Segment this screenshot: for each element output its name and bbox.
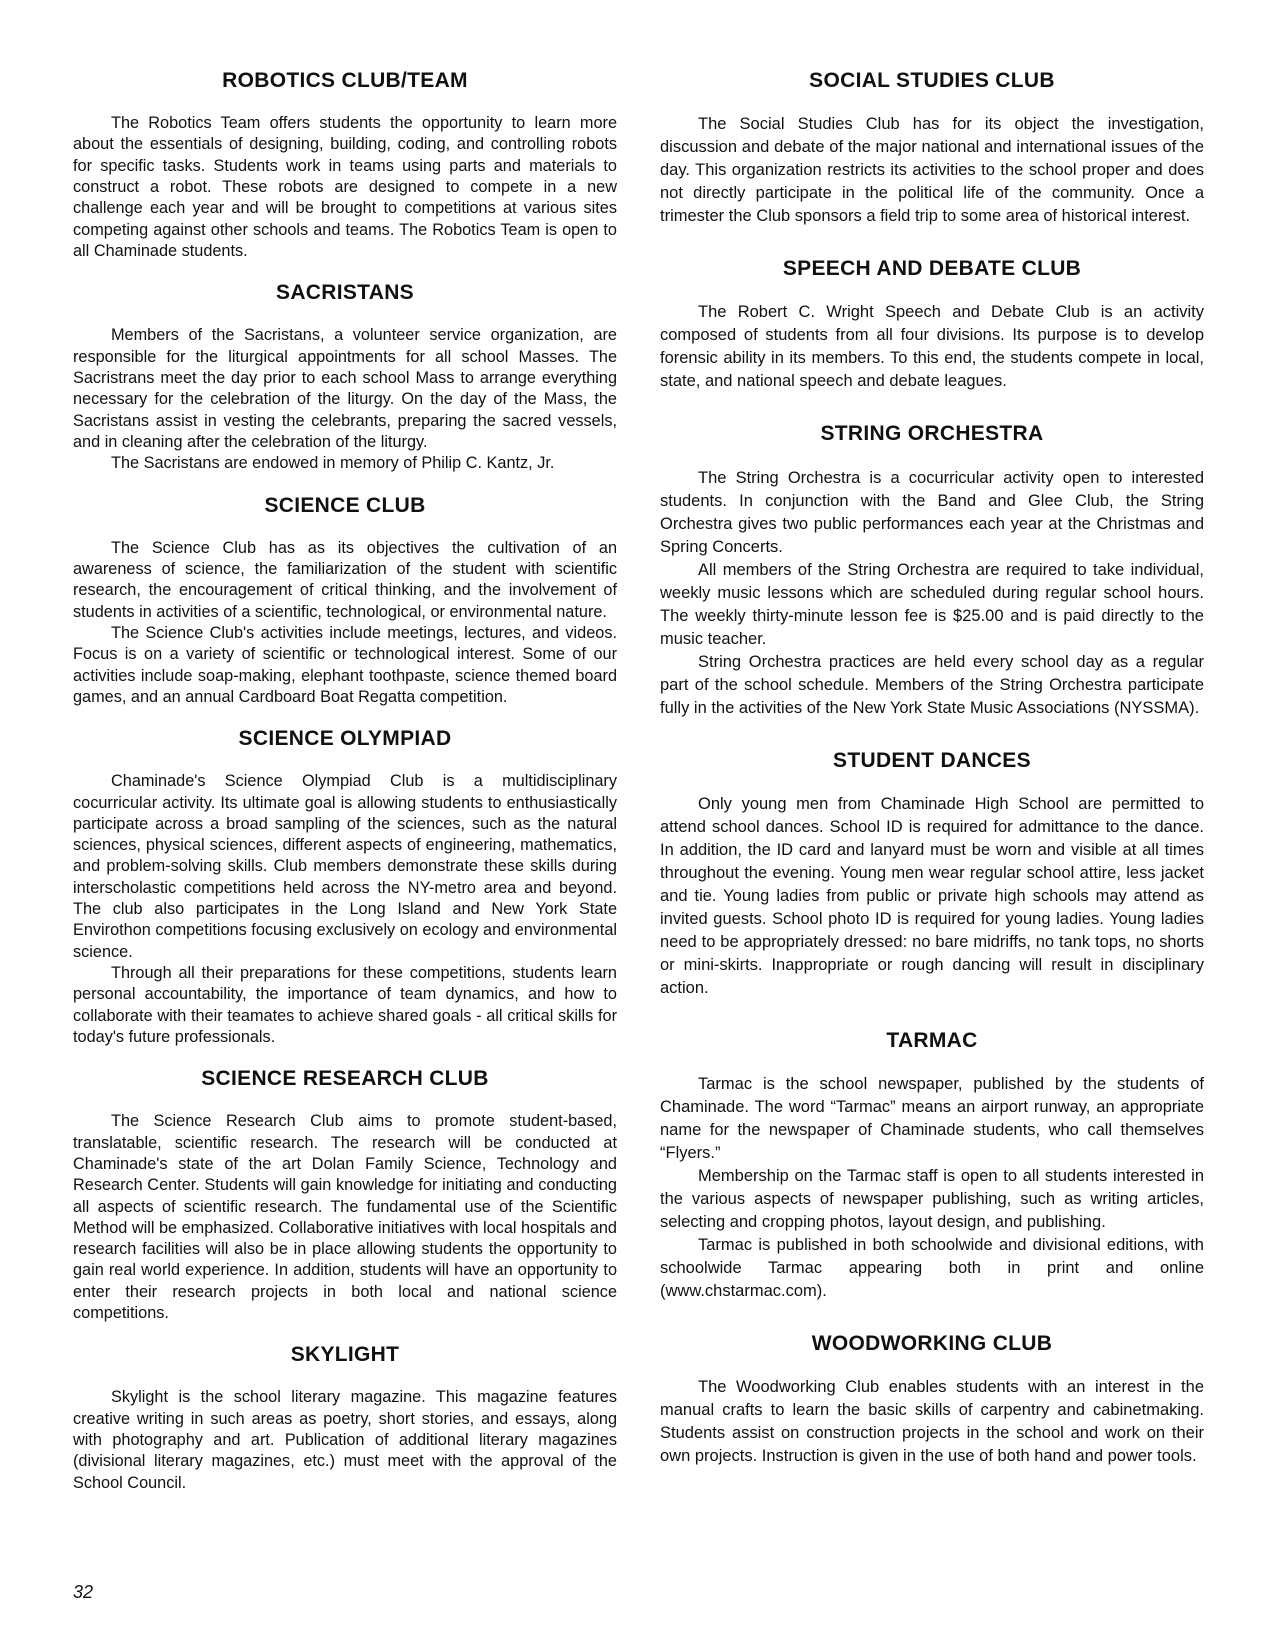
section-robotics [73,68,617,262]
right-column [660,68,1204,1496]
paragraph: The Science Research Club aims to promote student-based, translatable, scientific research. The research will be conducted at Chaminade's state of the art Dolan Family Science, Technology and Research Center. Students will gain knowledge for initiating and conducting all aspects of scientific research. The fundamental use of the Scientific Method will be emphasized. Collaborative initiatives with local hospitals and research facilities will also be in place allowing students the opportunity to gain real world experience. In addition, students will have an opportunity to enter their research projects in both local and national science competitions. [73,1112,617,1322]
section-science-research [73,1066,617,1324]
paragraph: Membership on the Tarmac staff is open to all students interested in the various aspects of newspaper publishing, such as writing articles, selecting and cropping photos, layout design, and publishing. [660,1166,1204,1231]
section-woodworking [660,1331,1204,1468]
section-heading: ROBOTICS CLUB/TEAM [222,69,468,92]
section-heading: SACRISTANS [276,281,414,305]
left-column [73,68,617,1512]
paragraph: Skylight is the school literary magazine. This magazine features creative writing in such areas as poetry, short stories, and essays, along with photography and art. Publication of additional literary magazines (divisional literary magazines, etc.) must meet with the approval of the School Council. [73,1388,617,1492]
section-heading: WOODWORKING CLUB [811,1331,1053,1355]
paragraph: The Robert C. Wright Speech and Debate Club is an activity composed of students from all four divisions. Its purpose is to develop forensic ability in its members. To this end, the students compete in local, state, and national speech and debate leagues. [660,303,1204,391]
paragraph: Chaminade's Science Olympiad Club is a multidisciplinary cocurricular activity. Its ultimate goal is allowing students to enthusiastically participate across a broad sampling of the sciences, such as the natural sciences, physical sciences, different aspects of engineering, mathematics, and problem-solving skills. Club members demonstrate these skills during interscholastic competitions held across the NY-metro area and beyond. The club also participates in the Long Island and New York State Envirothon competitions focusing exclusively on ecology and environmental science. [73,772,617,961]
paragraph: Tarmac is the school newspaper, published by the students of Chaminade. The word “Tarmac” means an airport runway, an appropriate name for the newspaper of Chaminade students, who call themselves “Flyers.” [660,1074,1204,1162]
paragraph: The Sacristans are endowed in memory of Philip C. Kantz, Jr. [111,454,555,473]
paragraph: Through all their preparations for these competitions, students learn personal accountability, the importance of team dynamics, and how to collaborate with their teamates to achieve shared goals - all critical skills for today's future professionals. [73,963,617,1046]
section-heading: SCIENCE OLYMPIAD [238,727,452,751]
paragraph: The Robotics Team offers students the opportunity to learn more about the essentials of designing, building, coding, and controlling robots for specific tasks. Students work in teams using parts and materials to construct a robot. These robots are designed to compete in a new challenge each year and will be brought to competitions at various sites competing against other schools and teams. The Robotics Team is open to all Chaminade students. [73,114,617,260]
paragraph: Only young men from Chaminade High School are permitted to attend school dances. School ID is required for admittance to the dance. In addition, the ID card and lanyard must be worn and visible at all times throughout the evening. Young men wear regular school attire, less jacket and tie. Young ladies from public or private high schools may attend as invited guests. School photo ID is required for young ladies. Young ladies need to be appropriately dressed: no bare midriffs, no tank tops, no shorts or mini-skirts. Inappropriate or rough dancing will result in disciplinary action. [660,794,1204,997]
section-sacristans [73,280,617,474]
paragraph: All members of the String Orchestra are required to take individual, weekly music lessons which are scheduled during regular school hours. The weekly thirty-minute lesson fee is $25.00 and is paid directly to the music teacher. [660,560,1204,648]
section-heading: STRING ORCHESTRA [820,422,1044,446]
section-science-olympiad [73,726,617,1048]
section-student-dances [660,748,1204,1000]
paragraph: Tarmac is published in both schoolwide and divisional editions, with schoolwide Tarmac appearing both in print and online (www.chstarmac.com). [660,1235,1204,1300]
paragraph: Members of the Sacristans, a volunteer service organization, are responsible for the liturgical appointments for all school Masses. The Sacristrans meet the day prior to each school Mass to arrange everything necessary for the celebration of the liturgy. On the day of the Mass, the Sacristans assist in vesting the celebrants, preparing the sacred vessels, and in cleaning after the celebration of the liturgy. [73,326,617,451]
section-heading: TARMAC [886,1028,978,1052]
section-heading: SOCIAL STUDIES CLUB [809,69,1055,92]
page-number: 32 [73,1582,94,1602]
section-skylight [73,1342,617,1494]
section-heading: SCIENCE RESEARCH CLUB [201,1067,489,1091]
paragraph: The String Orchestra is a cocurricular activity open to interested students. In conjunction with the Band and Glee Club, the String Orchestra gives two public performances each year at the Christmas and Spring Concerts. [660,468,1204,556]
paragraph: The Science Club's activities include meetings, lectures, and videos. Focus is on a variety of scientific or technological interest. Some of our activities include soap-making, elephant toothpaste, science themed board games, and an annual Cardboard Boat Regatta competition. [73,623,617,706]
section-heading: SKYLIGHT [290,1343,400,1367]
section-science-club [73,493,617,709]
paragraph: The Woodworking Club enables students with an interest in the manual crafts to learn the basic skills of carpentry and cabinetmaking. Students assist on construction projects in the school and work on their own projects. Instruction is given in the use of both hand and power tools. [660,1378,1204,1466]
section-heading: SCIENCE CLUB [264,493,426,517]
paragraph: The Science Club has as its objectives the cultivation of an awareness of science, the familiarization of the student with scientific research, the encouragement of critical thinking, and the involvement of students in activities of a scientific, technological, or environmental nature. [73,538,617,621]
section-string-orchestra [660,421,1204,719]
section-heading: STUDENT DANCES [833,748,1031,772]
section-social-studies [660,68,1204,228]
paragraph: The Social Studies Club has for its object the investigation, discussion and debate of the major national and international issues of the day. This organization restricts its activities to the school proper and does not directly participate in the political life of the community. Once a trimester the Club sponsors a field trip to some area of historical interest. [660,115,1204,226]
section-tarmac [660,1028,1204,1303]
section-heading: SPEECH AND DEBATE CLUB [782,257,1082,281]
paragraph: String Orchestra practices are held every school day as a regular part of the school schedule. Members of the String Orchestra participate fully in the activities of the New York State Music Associations (NYSSMA). [660,652,1204,717]
section-speech-debate [660,256,1204,393]
